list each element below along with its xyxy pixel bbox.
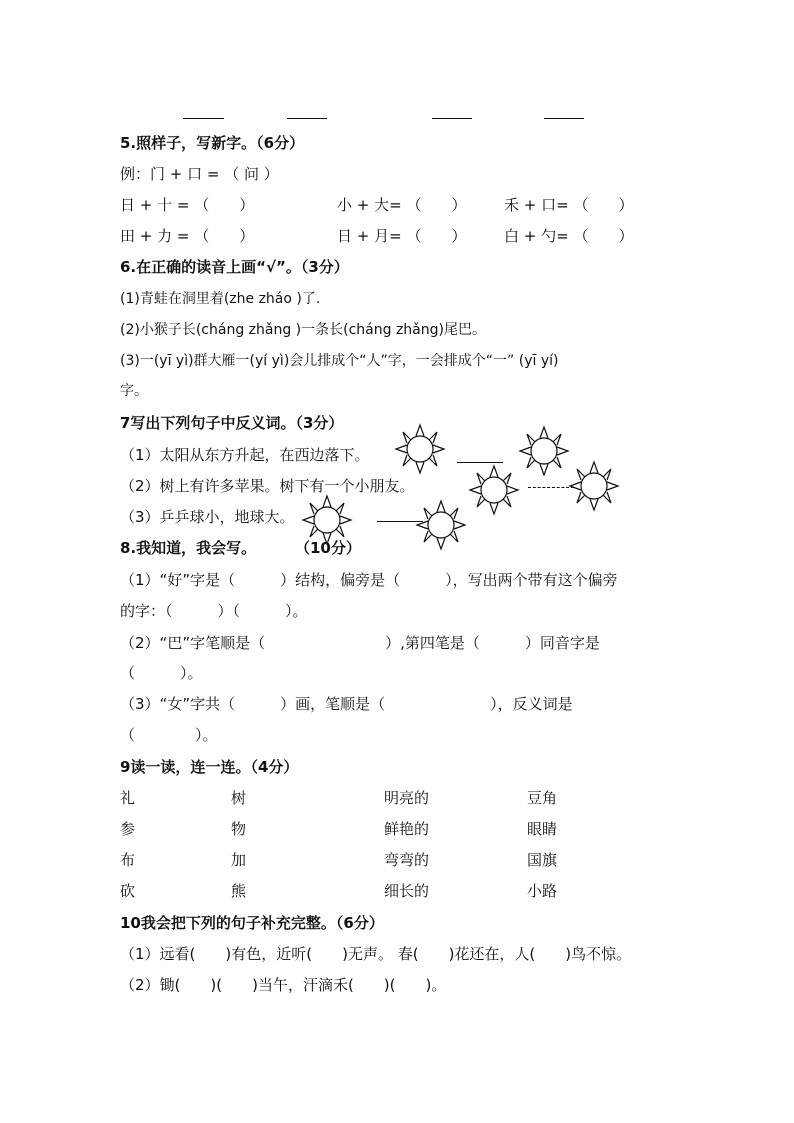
q5-title: 5.照样子，写新字。（6分）	[120, 134, 305, 152]
q8-title: 8.我知道，我会写。	[120, 539, 257, 557]
q7-line: （1）太阳从东方升起，在西边落下。	[120, 446, 370, 464]
q7-title: 7写出下列句子中反义词。（3分）	[120, 414, 344, 432]
q9-word: 弯弯的	[384, 851, 430, 869]
q10-line: （1）远看( )有色，近听( )无声。 春( )花还在，人( )鸟不惊。	[120, 945, 632, 963]
q9-word: 熊	[231, 882, 247, 900]
q8-line: （ ）。	[120, 726, 218, 744]
sun-icon	[518, 425, 570, 477]
q8-line: （3）“女”字共（ ）画，笔顺是（ ），反义词是	[120, 695, 573, 713]
sun-icon	[468, 464, 520, 516]
q9-word: 树	[231, 789, 247, 807]
q10-title: 10我会把下列的句子补充完整。（6分）	[120, 914, 384, 932]
q9-word: 细长的	[384, 882, 430, 900]
q9-word: 明亮的	[384, 789, 430, 807]
q9-word: 国旗	[527, 851, 558, 869]
q5-item: 日 + 月= （ ）	[337, 227, 467, 245]
q5-item: 白 + 勺= （ ）	[504, 227, 634, 245]
q8-line: （ ）。	[120, 664, 203, 682]
sun-icon	[415, 499, 467, 551]
q9-word: 礼	[120, 789, 136, 807]
q5-item: 日 + 十 = （ ）	[120, 196, 255, 214]
q6-line: 字。	[120, 383, 148, 399]
sun-icon	[394, 423, 446, 475]
q9-word: 鲜艳的	[384, 820, 430, 838]
q6-line: (3)一(yī yì)群大雁一(yí yì)会儿排成个“人”字，一会排成个“一” (yī yí)	[120, 353, 559, 369]
q5-item: 禾 + 口= （ ）	[504, 196, 634, 214]
answer-blank	[183, 118, 224, 119]
q6-line: (2)小猴子长(cháng zhǎng )一条长(cháng zhǎng)尾巴。	[120, 322, 486, 338]
q8-line: 的字：（ ）（ ）。	[120, 602, 308, 620]
q8-line: （2）“巴”字笔顺是（ ）,第四笔是（ ）同音字是	[120, 634, 600, 652]
q7-line: （3）乒乒球小，地球大。	[120, 508, 295, 526]
answer-blank	[432, 118, 472, 119]
sun-icon	[568, 460, 620, 512]
q5-example: 例：门 + 口 = （ 问 ）	[120, 165, 279, 183]
q9-word: 眼睛	[527, 820, 558, 838]
answer-blank	[457, 462, 503, 463]
answer-blank	[287, 118, 327, 119]
q5-item: 小 + 大= （ ）	[337, 196, 467, 214]
q8-score: （10分）	[295, 539, 361, 557]
q9-word: 参	[120, 820, 136, 838]
q10-line: （2）锄( )( )当午，汗滴禾( )( )。	[120, 976, 447, 994]
q6-line: (1)青蛙在洞里着(zhe zháo )了.	[120, 291, 321, 307]
q9-word: 布	[120, 851, 136, 869]
q9-word: 豆角	[527, 789, 558, 807]
q8-line: （1）“好”字是（ ）结构，偏旁是（ ），写出两个带有这个偏旁	[120, 571, 618, 589]
answer-blank	[544, 118, 584, 119]
q9-word: 砍	[120, 882, 136, 900]
q9-word: 加	[231, 851, 247, 869]
q9-word: 小路	[527, 882, 558, 900]
q9-title: 9读一读，连一连。（4分）	[120, 758, 299, 776]
q5-item: 田 + 力 = （ ）	[120, 227, 255, 245]
q7-line: （2）树上有许多苹果。树下有一个小朋友。	[120, 477, 415, 495]
q6-title: 6.在正确的读音上画“√”。（3分）	[120, 258, 349, 276]
q9-word: 物	[231, 820, 247, 838]
